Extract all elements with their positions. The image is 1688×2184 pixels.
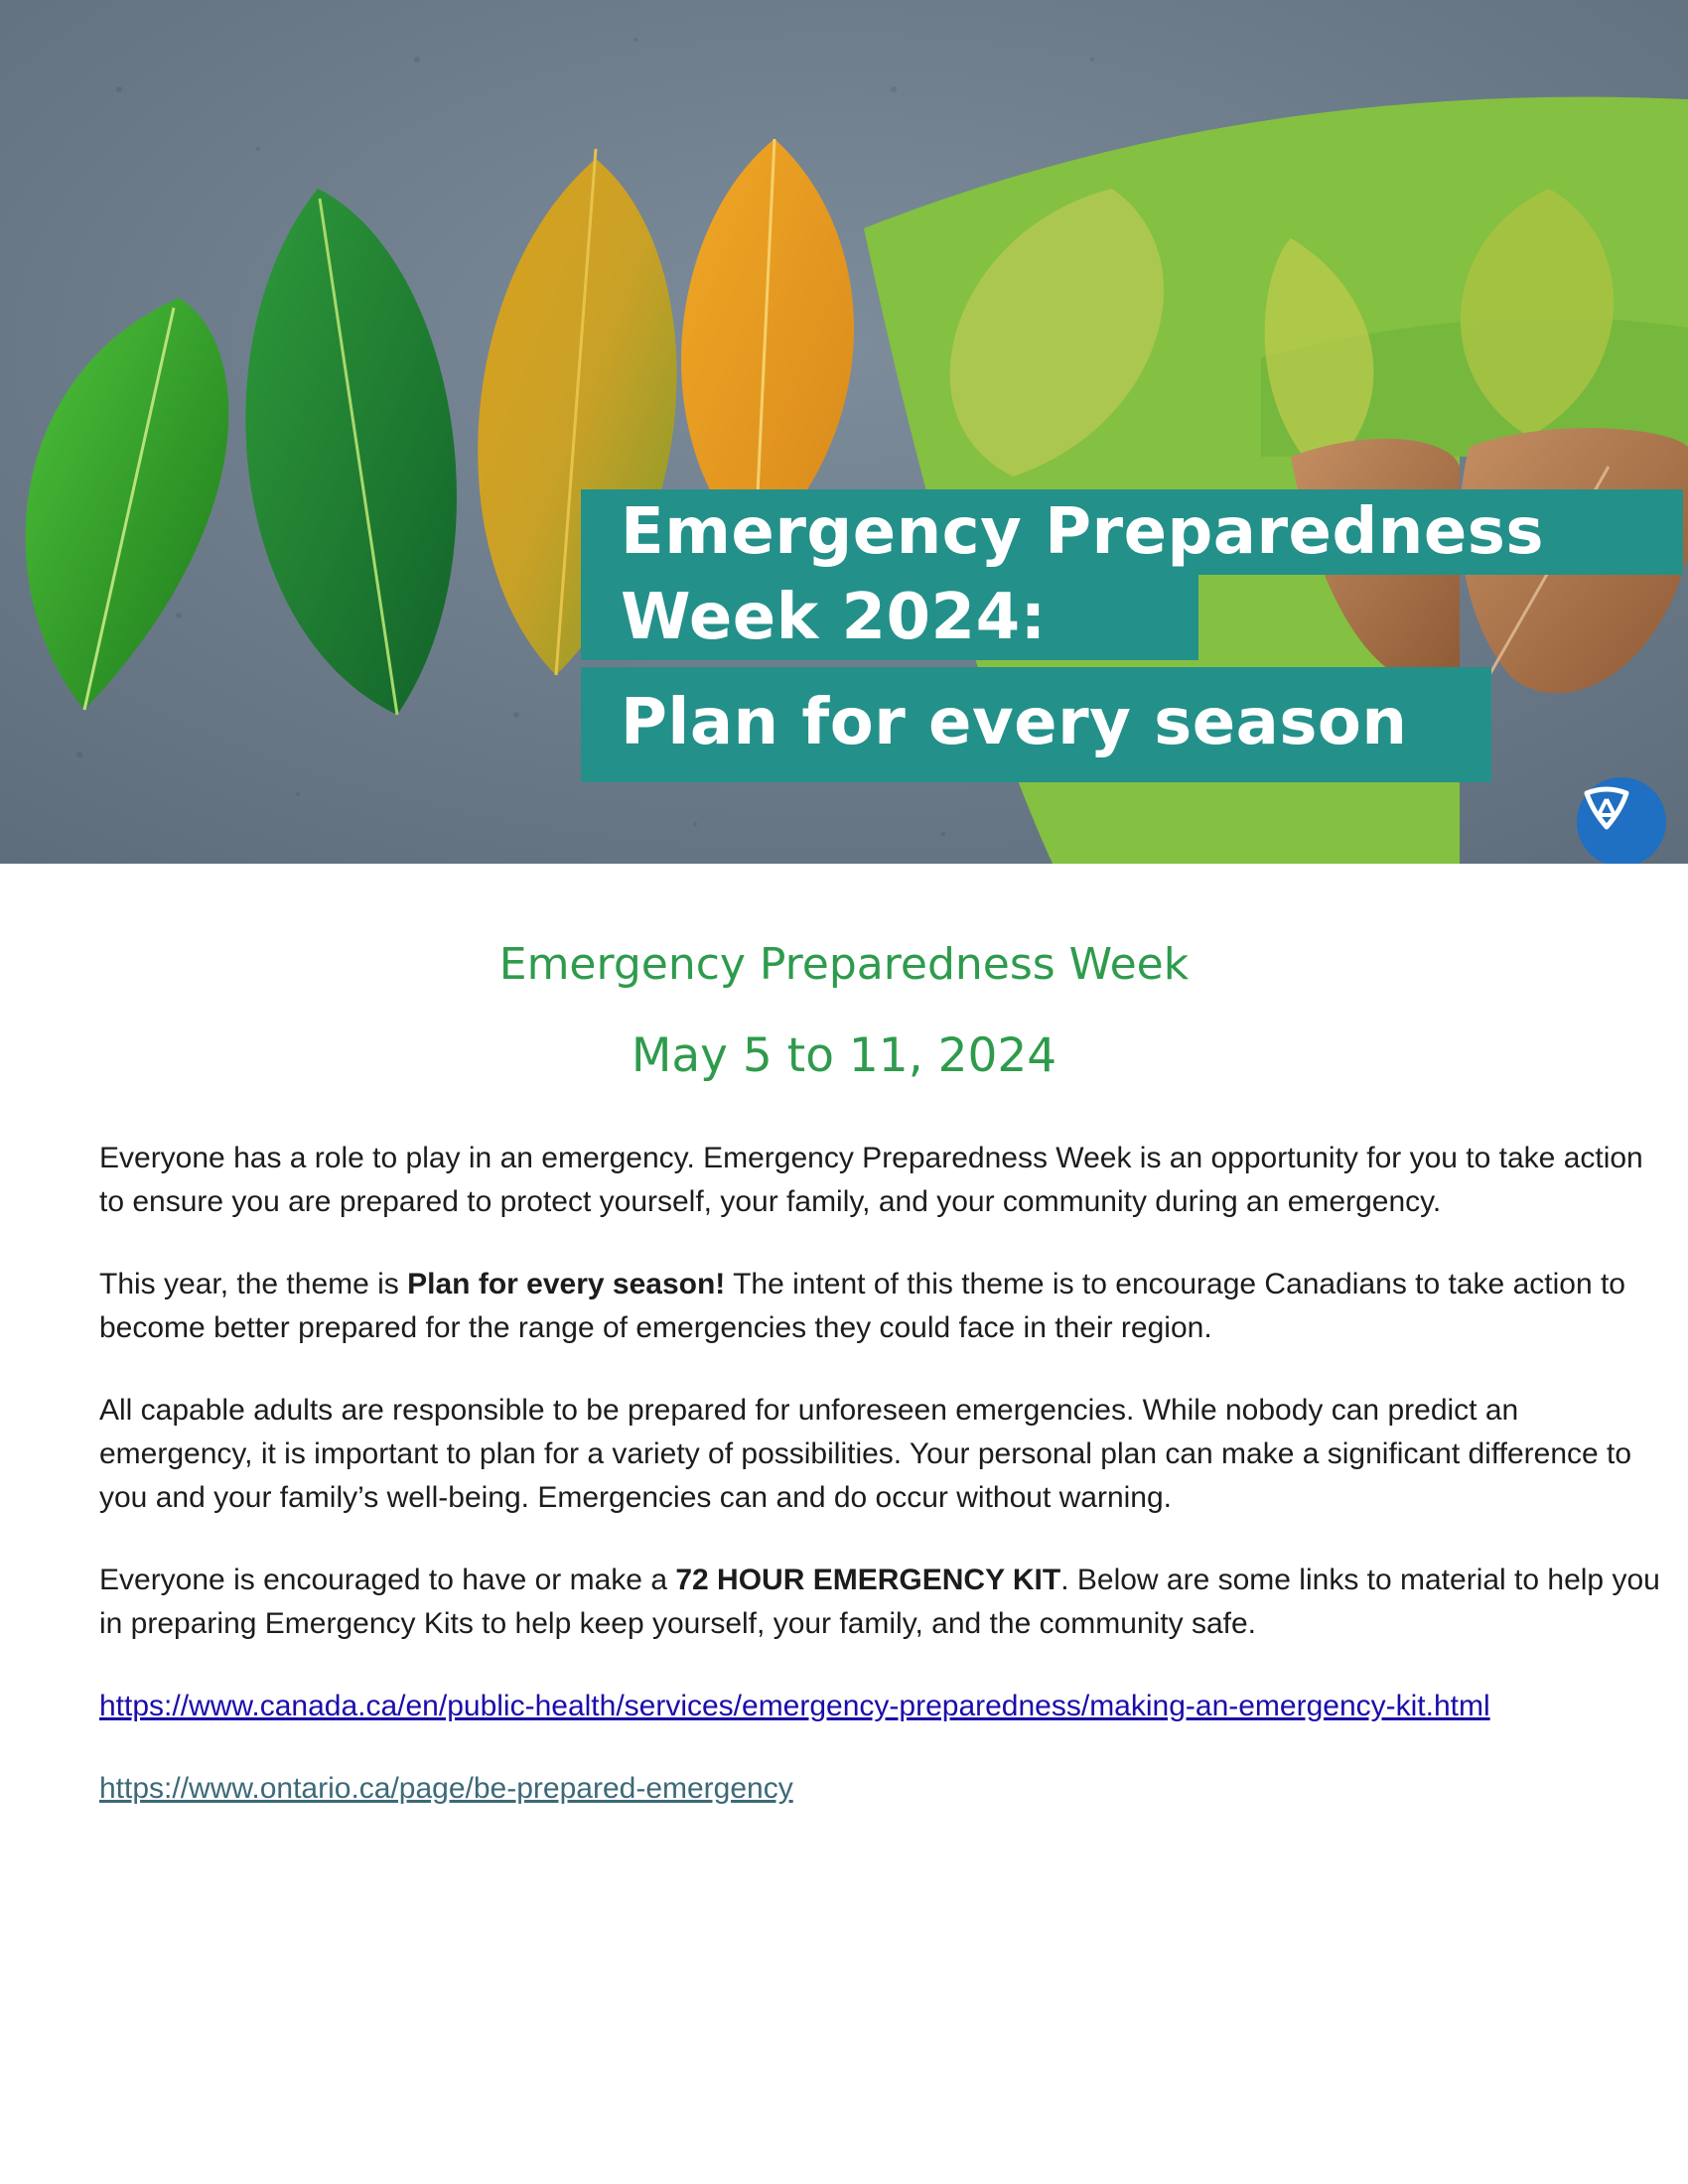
theme-text-rest: The intent of this theme is to encourage Canadians to take action to become better prepared for the range of emergencies they could face in their region. xyxy=(99,1268,1625,1344)
article-body xyxy=(99,1137,1668,1849)
paragraph-kit xyxy=(99,1559,1668,1646)
theme-name: Plan for every season! xyxy=(407,1268,726,1300)
event-dates: May 5 to 11, 2024 xyxy=(631,1028,1057,1083)
paragraph-theme xyxy=(99,1263,1668,1350)
banner-title-line-3: Plan for every season xyxy=(581,667,1491,782)
canada-kit-link[interactable]: https://www.canada.ca/en/public-health/services/emergency-preparedness/making-an-emergency-kit.html xyxy=(99,1690,1490,1722)
banner-title-line-2: Week 2024: xyxy=(581,575,1198,660)
ontario-trillium-logo-icon xyxy=(1577,777,1666,864)
kit-text-lead: Everyone is encouraged to have or make a xyxy=(99,1564,676,1596)
kit-name: 72 HOUR EMERGENCY KIT xyxy=(675,1564,1061,1596)
hero-banner xyxy=(0,0,1688,864)
theme-text-lead: This year, the theme is xyxy=(99,1268,408,1300)
paragraph-responsibility: All capable adults are responsible to be prepared for unforeseen emergencies. While nobody can predict an emergency, it is important to plan for a variety of possibilities. Your personal plan can make a significant difference to you and your family’s well-being. Emergencies can and do occur without warning. xyxy=(99,1394,1632,1514)
kit-text-rest: . Below are some links to material to help you in preparing Emergency Kits to help keep yourself, your family, and the community safe. xyxy=(99,1564,1660,1640)
page-title: Emergency Preparedness Week xyxy=(498,939,1190,990)
ontario-prepared-link[interactable]: https://www.ontario.ca/page/be-prepared-emergency xyxy=(99,1772,793,1805)
banner-title-line-1: Emergency Preparedness xyxy=(581,489,1683,575)
paragraph-intro: Everyone has a role to play in an emergency. Emergency Preparedness Week is an opportunity for you to take action to ensure you are prepared to protect yourself, your family, and your community during an emergency. xyxy=(99,1142,1643,1218)
